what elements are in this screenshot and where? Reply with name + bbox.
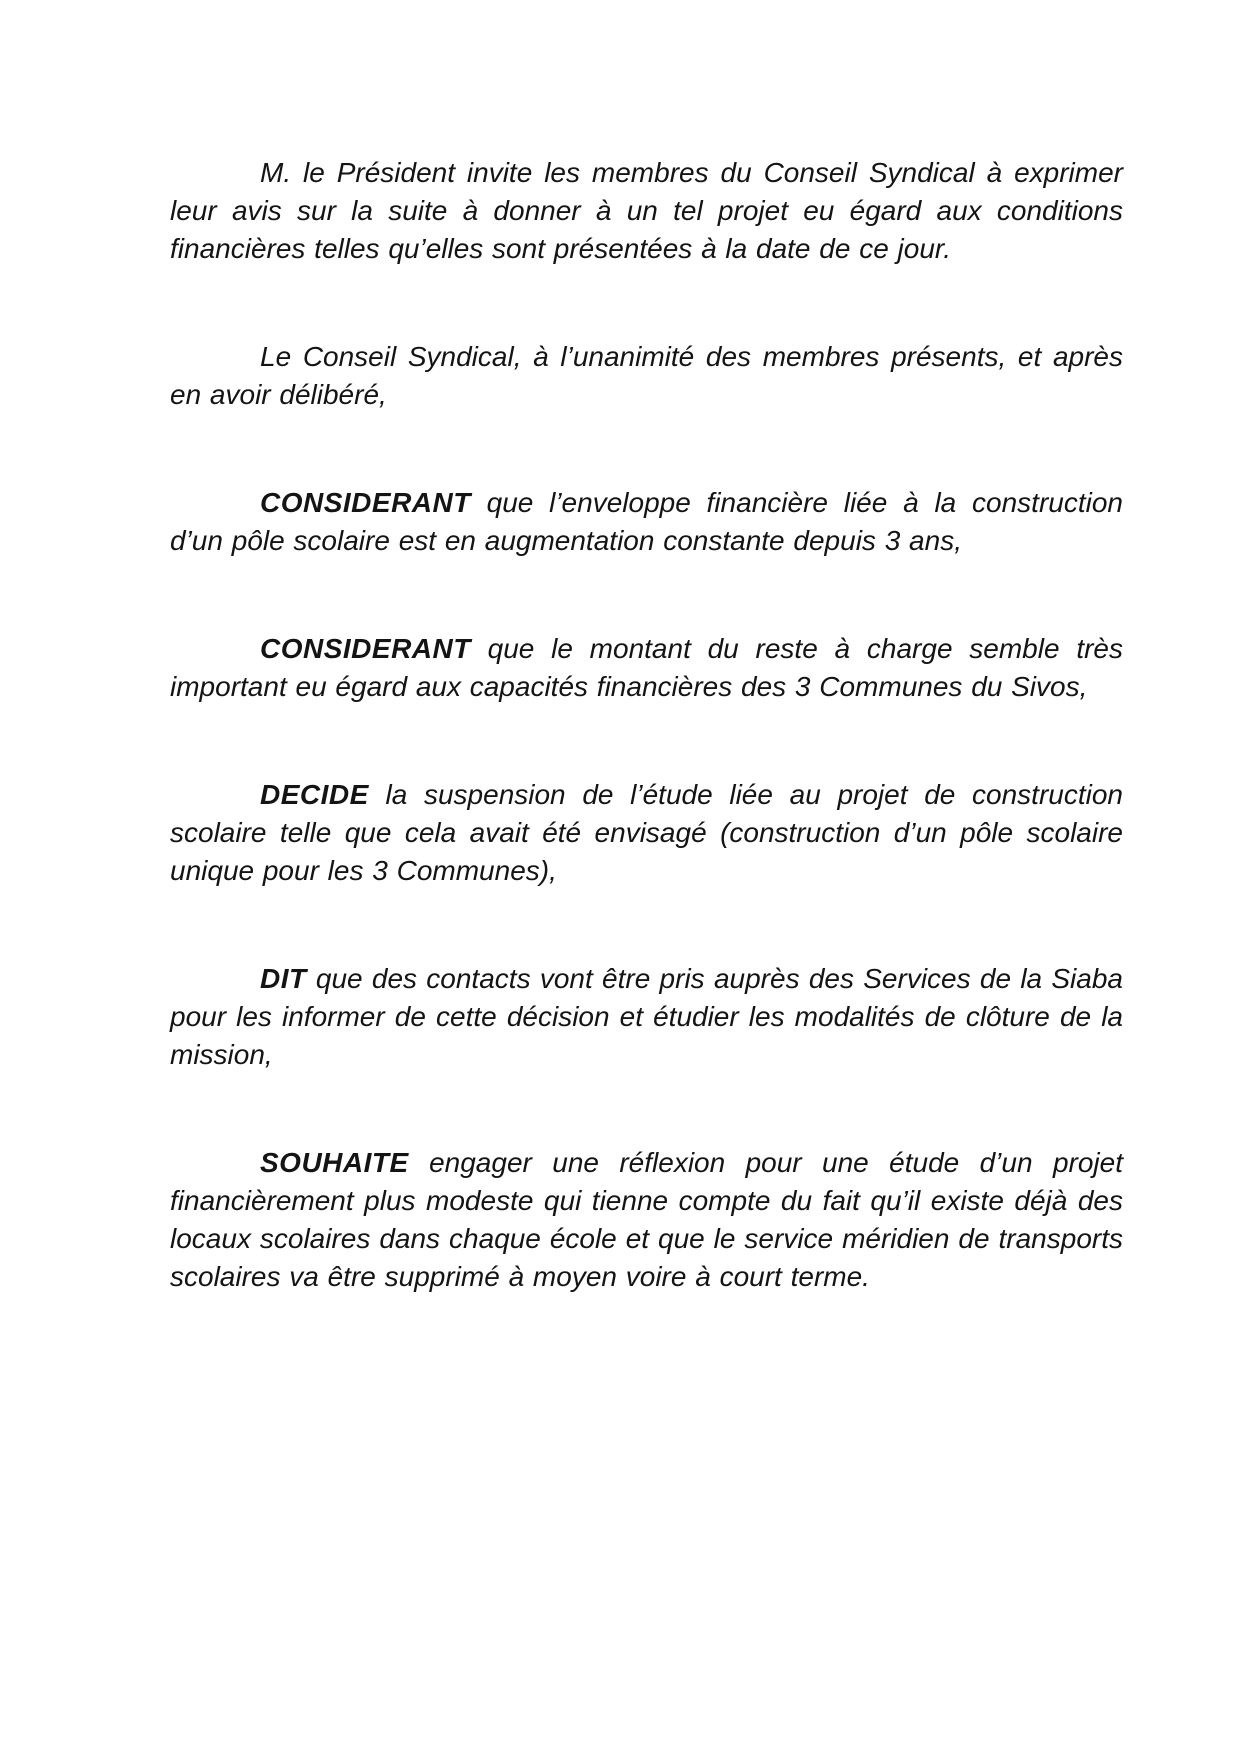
document-text-block [170,154,1123,1366]
paragraph-decide [170,776,1123,890]
paragraph-conseil-syndical [170,338,1123,414]
paragraph-text: que des contacts vont être pris auprès des Services de la Siaba pour les informer de cette décision et étudier les modalités de clôture de la mission, [170,963,1123,1070]
paragraph-text: engager une réflexion pour une étude d’un projet financièrement plus modeste qui tienne compte du fait qu’il existe déjà des locaux scolaires dans chaque école et que le service méridien de transports scolaires va être supprimé à moyen voire à court terme. [170,1147,1123,1292]
paragraph-text: Le Conseil Syndical, à l’unanimité des membres présents, et après en avoir délibéré, [170,341,1123,410]
lead-word-decide: DECIDE [260,779,369,810]
lead-word-souhaite: SOUHAITE [260,1147,409,1178]
paragraph-president-invite [170,154,1123,268]
lead-word-dit: DIT [260,963,307,994]
lead-word-considerant: CONSIDERANT [260,487,471,518]
paragraph-text: la suspension de l’étude liée au projet de construction scolaire telle que cela avait été envisagé (construction d’un pôle scolaire unique pour les 3 Communes), [170,779,1123,886]
lead-word-considerant: CONSIDERANT [260,633,471,664]
paragraph-text: que l’enveloppe financière liée à la construction d’un pôle scolaire est en augmentation constante depuis 3 ans, [170,487,1123,556]
paragraph-dit [170,960,1123,1074]
paragraph-considerant-2 [170,630,1123,706]
paragraph-text: M. le Président invite les membres du Conseil Syndical à exprimer leur avis sur la suite à donner à un tel projet eu égard aux conditions financières telles qu’elles sont présentées à la date de ce jour. [170,157,1123,264]
paragraph-text: que le montant du reste à charge semble très important eu égard aux capacités financières des 3 Communes du Sivos, [170,633,1123,702]
paragraph-souhaite [170,1144,1123,1296]
paragraph-considerant-1 [170,484,1123,560]
